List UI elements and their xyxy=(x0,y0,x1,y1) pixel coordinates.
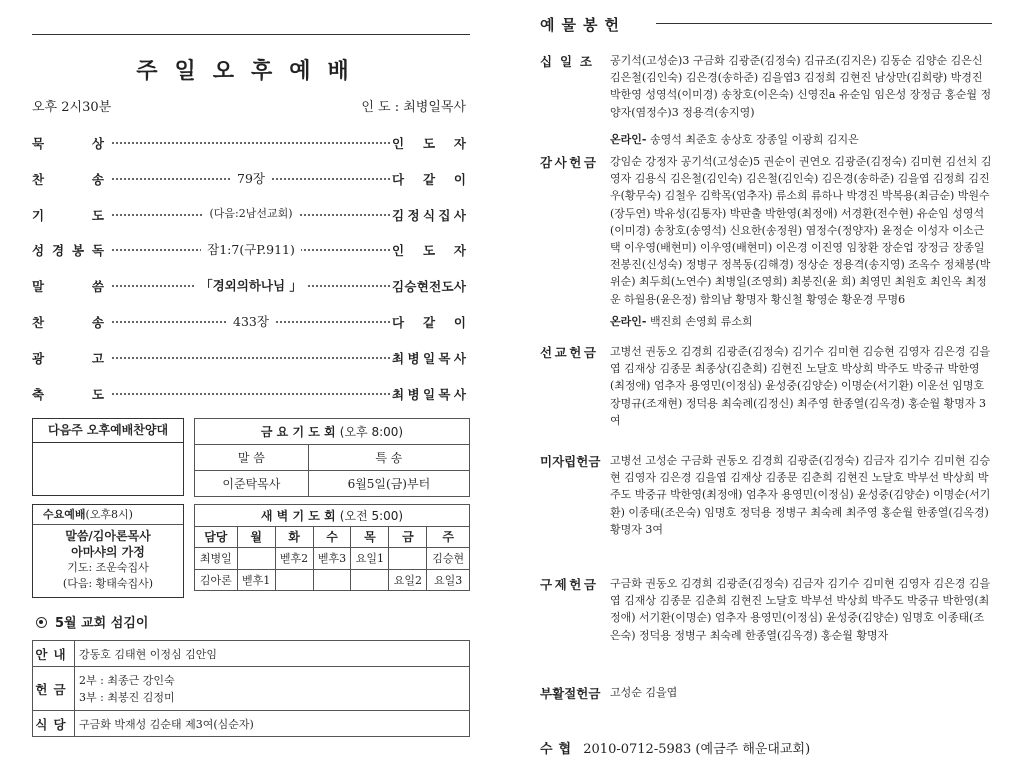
dawn-cell: 요일3 xyxy=(427,569,470,591)
order-person: 인 도 자 xyxy=(392,243,466,259)
wednesday-sermon: 아마샤의 가정 xyxy=(71,545,145,559)
dawn-cell: 벧후2 xyxy=(275,548,313,570)
dawn-header-row xyxy=(195,526,470,548)
dawn-column-header: 담당 xyxy=(195,526,238,548)
dawn-column-header: 화 xyxy=(275,526,313,548)
order-person: 다 같 이 xyxy=(392,314,466,330)
order-content: 79장 xyxy=(114,169,388,187)
order-label: 묵 상 xyxy=(32,136,104,151)
online-offering: 온라인- 송영석 최준호 송상호 장종일 이광희 김지은 xyxy=(610,133,859,146)
order-row xyxy=(32,313,470,349)
wednesday-service-box xyxy=(32,504,184,598)
serve-title: 5월 교회 섬김이 xyxy=(36,612,148,631)
order-row xyxy=(32,349,470,385)
offering-label: 선 교 헌 금 xyxy=(540,345,596,360)
friday-prayer-table xyxy=(194,418,470,497)
order-label: 찬 송 xyxy=(32,314,104,330)
top-divider xyxy=(32,34,470,35)
dawn-cell xyxy=(389,548,427,570)
bank-account: 수협 2010-0712-5983 (예금주 해운대교회) xyxy=(540,742,811,757)
dawn-cell xyxy=(313,569,351,591)
order-label: 말 씀 xyxy=(32,279,104,295)
dawn-cell: 요일1 xyxy=(351,548,389,570)
dawn-row xyxy=(195,548,470,570)
friday-col-sermon: 말 씀 xyxy=(195,445,309,471)
dawn-cell xyxy=(237,548,275,570)
order-label: 성 경 봉 독 xyxy=(32,243,104,259)
friday-preacher: 이준탁목사 xyxy=(195,471,309,497)
guide-names: 강동호 김태현 이정심 김안임 xyxy=(75,641,470,667)
order-content: 433장 xyxy=(114,312,388,330)
offering-names: 고성순 김을엽 xyxy=(610,686,678,699)
order-label: 축 도 xyxy=(32,386,104,402)
next-choir-box xyxy=(32,418,184,496)
offering-2nd: 2부 : 최종근 강인숙 xyxy=(79,673,175,687)
order-person: 최 병 일 목 사 xyxy=(392,386,466,402)
dawn-cell: 벧후3 xyxy=(313,548,351,570)
dawn-row xyxy=(195,569,470,591)
order-row xyxy=(32,134,470,170)
offering-names: 공기석(고성순)3 구금화 김광준(김정숙) 김규조(김지은) 김동순 김양순 김은신 김은철(김인숙) 김은경(송하준) 김을엽3 김정희 김현진 남상만(김희량) 박경진 박한영 성영석(이미경) 송창호(이은숙) 신영진a 유순임 임은성 장정금 홍순월 정양자(염정수)3 정용격(송지영) xyxy=(610,54,992,119)
offerings-title: 예물봉헌 xyxy=(540,16,626,34)
dawn-prayer-table xyxy=(194,504,470,591)
friday-title: 금 요 기 도 회 (오후 8:00) xyxy=(195,419,470,445)
offering-names: 고병선 권동오 김경희 김광준(김정숙) 김기수 김미현 김승현 김영자 김은경 김을엽 김재상 김종문 최종상(김춘희) 김현진 노달호 박상희 박주도 박중규 박한영(최정애) 엄추자 용영민(이정심) 윤성중(김양순) 이명순(서기환) 이운선 임명호 장명규(조재현) 정덕용 최숙례(김정신) 최주영 한종열(김옥경) 홍순월 황명자 3여 xyxy=(610,345,991,427)
dawn-cell: 벧후1 xyxy=(237,569,275,591)
offerings-divider xyxy=(656,23,992,24)
dawn-column-header: 주 xyxy=(427,526,470,548)
page-title: 주일오후예배 xyxy=(136,59,366,84)
dawn-cell: 김승현 xyxy=(427,548,470,570)
offering-label: 구 제 헌 금 xyxy=(540,577,596,592)
dining-label: 식당 xyxy=(33,711,75,737)
dawn-column-header: 월 xyxy=(237,526,275,548)
guide-label: 안내 xyxy=(33,641,75,667)
online-offering: 온라인- 백진희 손영희 류소희 xyxy=(610,315,753,328)
order-person: 최 병 일 목 사 xyxy=(392,350,466,366)
leader-dots xyxy=(112,393,390,395)
order-row xyxy=(32,206,470,242)
offering-names: 구금화 권동오 김경희 김광준(김정숙) 김금자 김기수 김미현 김영자 김은경 김을엽 김재상 김종문 김춘희 김현진 노달호 박부선 박상희 박주도 박중규 박한영(최정애) 서기환(이명순) 엄추자 용영민(이정심) 윤성중(김양순) 임명호 이종태(조은숙) 정덕용 정병구 최숙례 한종열(김옥경) 홍순월 황명자 xyxy=(610,577,991,642)
friday-col-special: 특 송 xyxy=(308,445,469,471)
service-leader: 인 도 : 최병일목사 xyxy=(361,100,466,115)
order-label: 기 도 xyxy=(32,207,104,223)
leader-dots xyxy=(112,357,390,359)
dining-names: 구금화 박재성 김순태 제3여(심순자) xyxy=(75,711,470,737)
order-label: 찬 송 xyxy=(32,171,104,187)
servers-table xyxy=(32,640,470,737)
order-row xyxy=(32,170,470,206)
order-row xyxy=(32,385,470,421)
offerings-page xyxy=(540,0,992,778)
order-content: 「경외의하나님 」 xyxy=(114,276,388,294)
offering-names: 강임순 강정자 공기석(고성순)5 권순이 권연오 김광준(김정숙) 김미현 김선치 김영자 김용식 김은철(김인숙) 김은철(김인숙) 김은경(송하준) 김을엽 김정희 김진우(황무숙) 김철우 김학목(엄추자) 류소희 류하나 박경진 박복용(최금순) 박원수(장두연) 박유성(김통자) 박판출 박한영(최정애) 서경환(전수현) 유순임 성영석(이미경) 송창호(송영석) 신요한(송정원) 염정수(정양자) 윤정순 이성자 이소근택 이우영(배현미) 이우영(배현미) 이은경 이진영 임창환 장순업 장정금 장종일 전봉진(신성숙) 정병구 정복동(김해경) 정상순 정용격(송지영) 조옥수 정채봉(박위순) 최두희(노연수) 최병일(조영희) 최봉진(윤 희) 최영민 최원호 최인옥 최정운 하월용(윤은정) 함의남 황명자 황신철 황영순 황운경 무명6 xyxy=(610,155,992,306)
order-person: 김 승 현 전 도 사 xyxy=(392,279,466,295)
order-label: 광 고 xyxy=(32,350,104,366)
dawn-column-header: 수 xyxy=(313,526,351,548)
order-of-service xyxy=(32,134,470,420)
dawn-cell: 최병일 xyxy=(195,548,238,570)
worship-order-page xyxy=(32,0,470,778)
order-person: 김 정 식 집 사 xyxy=(392,207,466,223)
next-choir-label: 다음주 오후예배찬양대 xyxy=(33,419,183,443)
order-person: 인 도 자 xyxy=(392,136,466,151)
order-person: 다 같 이 xyxy=(392,171,466,187)
wednesday-next: (다음: 황태숙집사) xyxy=(62,577,154,590)
dawn-cell xyxy=(351,569,389,591)
offering-label: 감 사 헌 금 xyxy=(540,155,596,170)
dawn-cell xyxy=(275,569,313,591)
wednesday-speaker: 말씀/김아론목사 xyxy=(65,529,151,543)
dawn-column-header: 목 xyxy=(351,526,389,548)
wednesday-prayer: 기도: 조운숙집사 xyxy=(67,561,149,574)
offering-label: 미 자 립 헌 금 xyxy=(540,454,601,469)
dawn-cell: 요일2 xyxy=(389,569,427,591)
wednesday-header: 수요예배(오후8시) xyxy=(33,505,183,525)
radio-bullet-icon xyxy=(36,617,47,628)
order-content: 잠1:7(구P.911) xyxy=(114,240,388,258)
dawn-column-header: 금 xyxy=(389,526,427,548)
dawn-title: 새 벽 기 도 회 (오전 5:00) xyxy=(195,505,470,527)
friday-start: 6월5일(금)부터 xyxy=(308,471,469,497)
offering-label: 십 일 조 xyxy=(540,54,592,69)
offering-label: 부 활 절 헌 금 xyxy=(540,686,601,701)
offering-3rd: 3부 : 최봉진 김정미 xyxy=(79,690,175,704)
order-content: (다음:2남선교회) xyxy=(114,205,388,221)
offering-names: 고병선 고성순 구금화 권동오 김경희 김광준(김정숙) 김금자 김기수 김미현 김승현 김영자 김은경 김을엽 김재상 김종문 김춘희 김현진 노달호 박부선 박상희 박주도 박중규 박한영(최정애) 엄추자 용영민(이정심) 윤성중(김양순) 이명순(서기환) 이종태(조은숙) 임명호 정덕용 정병구 최숙례 최주영 홍순월 한종열(김옥경) 황명자 3여 xyxy=(610,454,991,536)
service-time: 오후 2시30분 xyxy=(32,100,112,115)
dawn-cell: 김아론 xyxy=(195,569,238,591)
order-row xyxy=(32,241,470,277)
leader-dots xyxy=(112,142,390,144)
order-row xyxy=(32,277,470,313)
offering-label: 헌금 xyxy=(33,667,75,711)
